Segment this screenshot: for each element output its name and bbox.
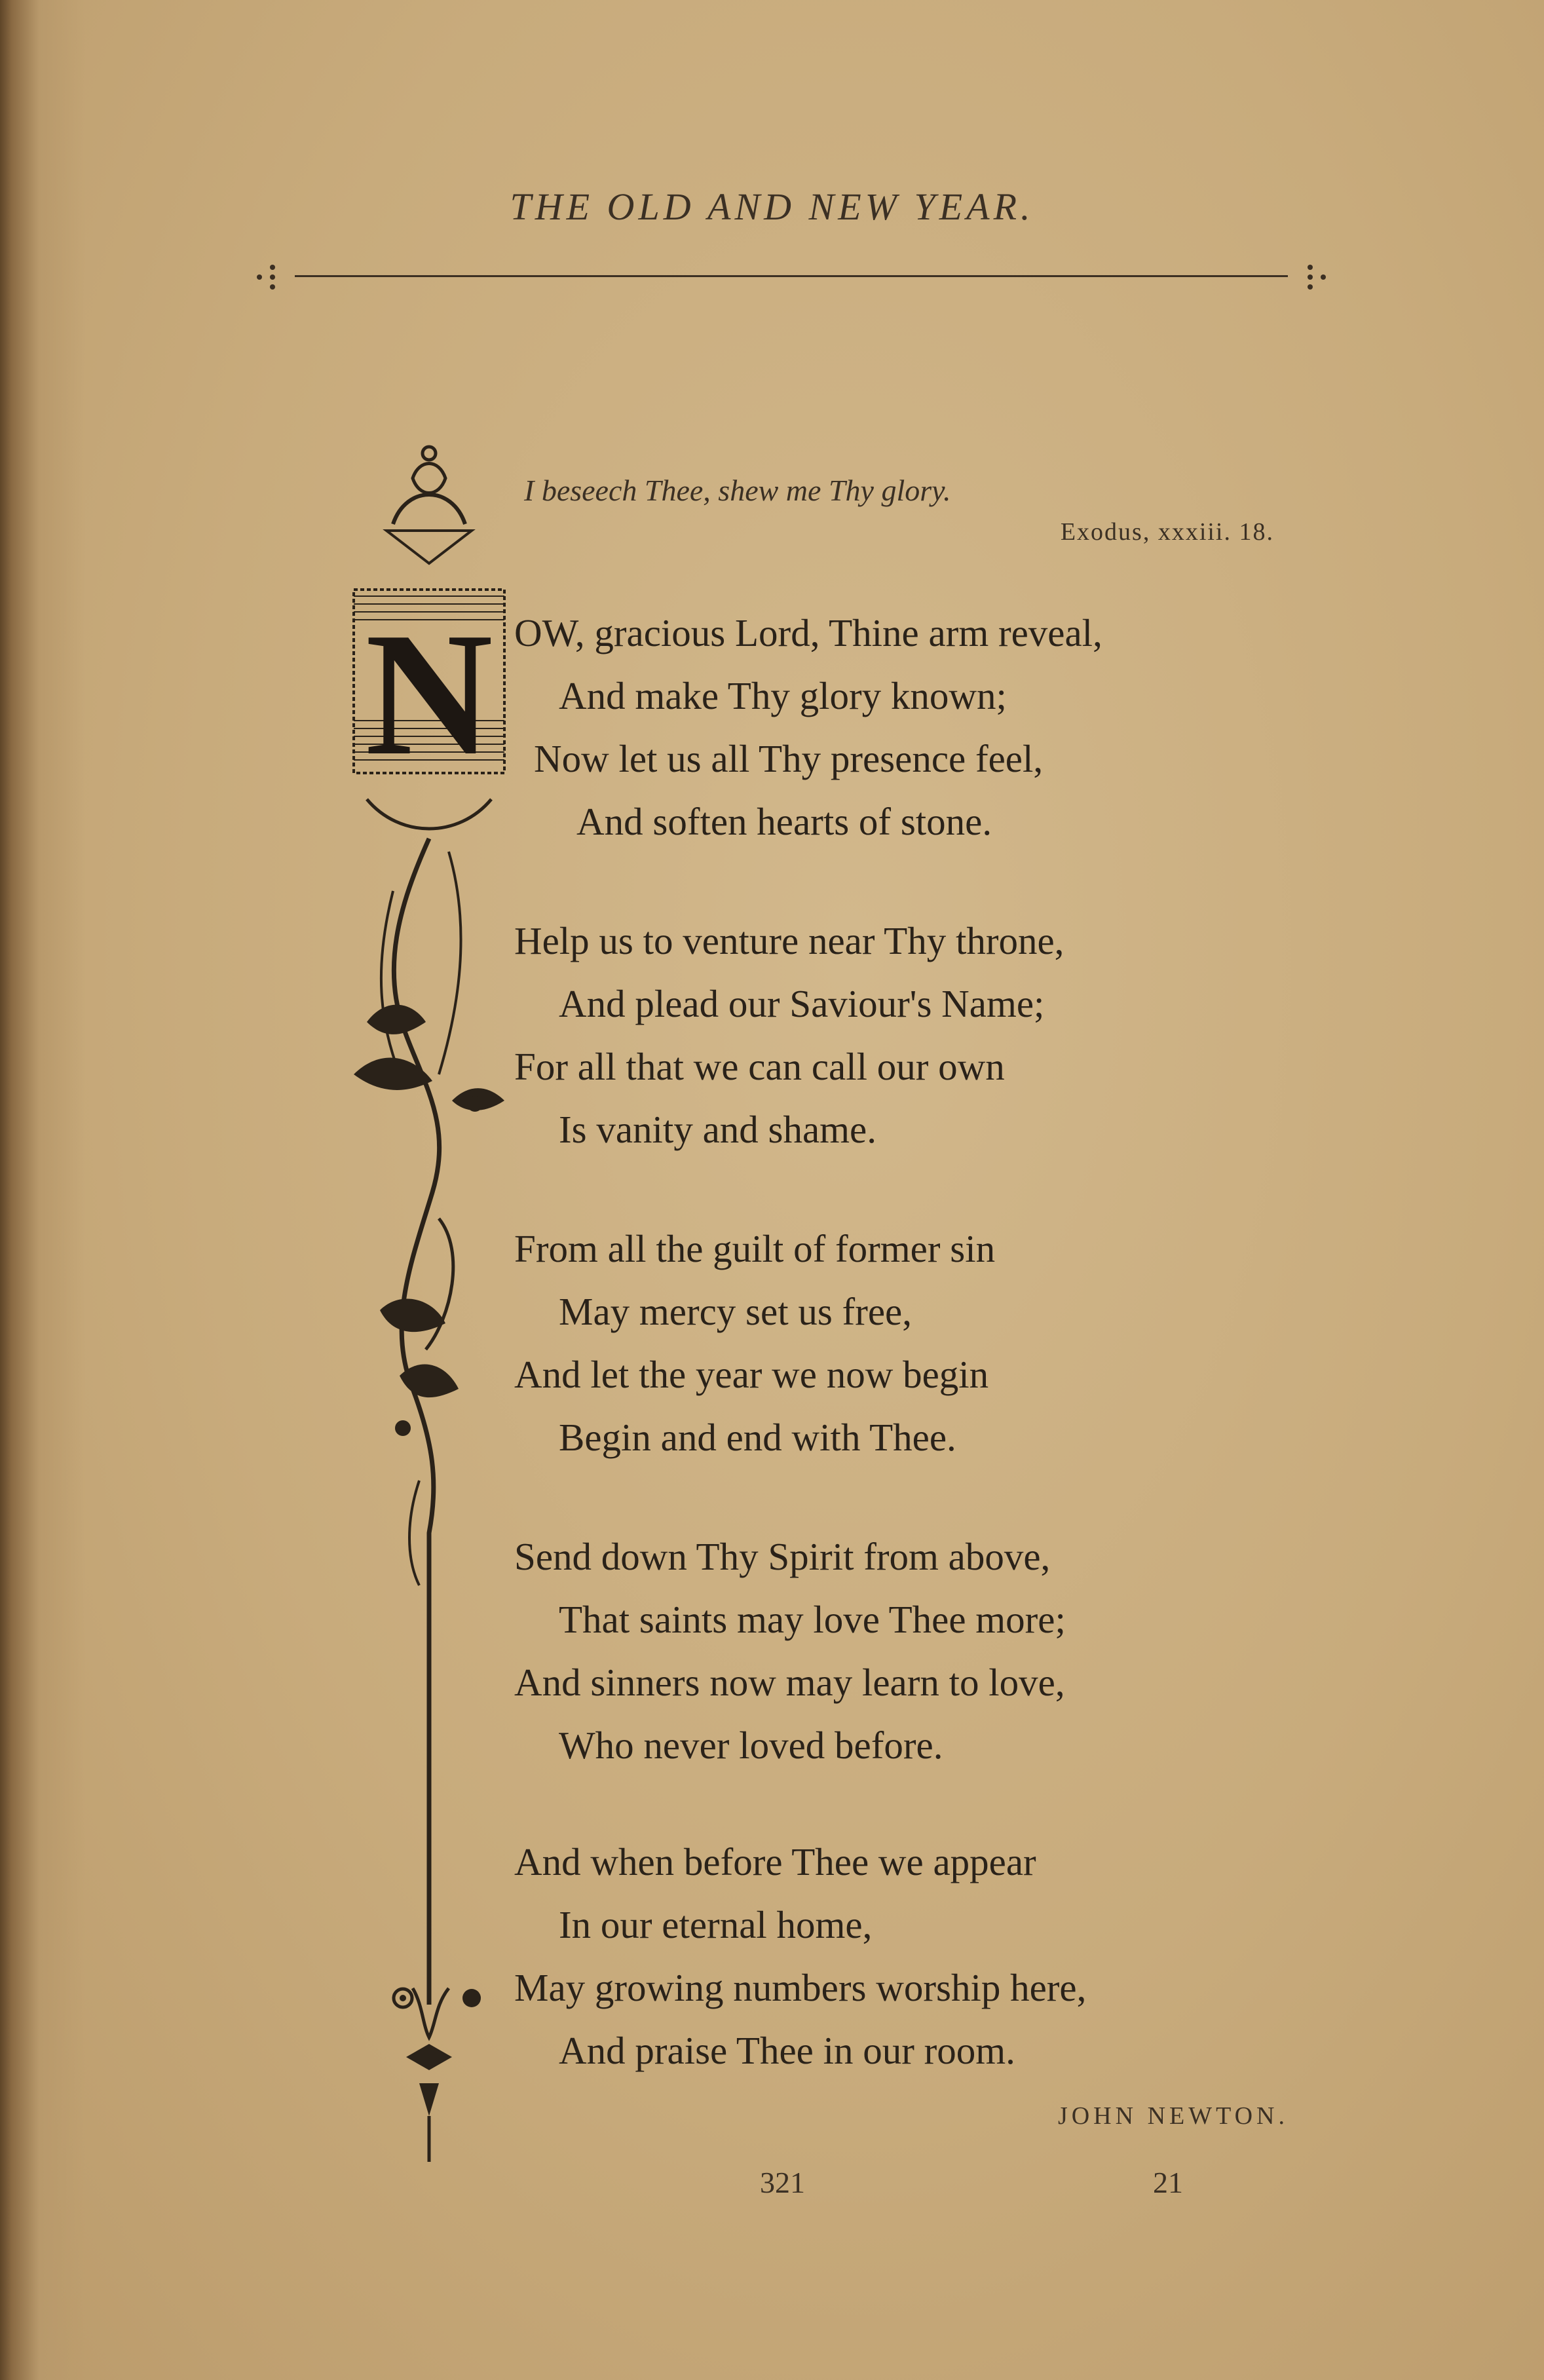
poem-line: For all that we can call our own <box>514 1045 1005 1088</box>
signature-mark: 21 <box>1153 2166 1183 2199</box>
poem-line: Begin and end with Thee. <box>559 1416 956 1459</box>
poem-line: May mercy set us free, <box>559 1290 912 1333</box>
poem-line: That saints may love Thee more; <box>559 1598 1066 1641</box>
poem-line: Who never loved before. <box>559 1724 943 1767</box>
running-head: THE OLD AND NEW YEAR. <box>510 185 1034 228</box>
poem-line: OW, gracious Lord, Thine arm reveal, <box>514 611 1102 654</box>
poem-line: And let the year we now begin <box>514 1353 989 1396</box>
poem-line: And sinners now may learn to love, <box>514 1661 1065 1704</box>
rule-ornament-left <box>254 261 280 293</box>
poem-line: And praise Thee in our room. <box>559 2029 1015 2072</box>
rule-ornament-right <box>1302 261 1328 293</box>
author-attribution: JOHN NEWTON. <box>1057 2102 1289 2130</box>
poem-line: And make Thy glory known; <box>559 674 1007 717</box>
poem-line: Is vanity and shame. <box>559 1108 876 1151</box>
poem-line: Now let us all Thy presence feel, <box>534 737 1044 780</box>
header-rule <box>254 261 1328 293</box>
poem-line: Send down Thy Spirit from above, <box>514 1535 1051 1578</box>
poem-line: Help us to venture near Thy throne, <box>514 919 1064 962</box>
poem-line: From all the guilt of former sin <box>514 1227 996 1270</box>
page-number: 321 <box>760 2166 805 2199</box>
poem-line: May growing numbers worship here, <box>514 1966 1087 2009</box>
poem-line: And when before Thee we appear <box>514 1840 1036 1883</box>
poem-line: In our eternal home, <box>559 1903 873 1946</box>
poem-line: And soften hearts of stone. <box>576 800 992 843</box>
drop-cap-letter: N <box>365 596 493 792</box>
epigraph: I beseech Thee, shew me Thy glory. <box>524 474 951 507</box>
epigraph-reference: Exodus, xxxiii. 18. <box>1060 518 1274 546</box>
poem-line: And plead our Saviour's Name; <box>559 982 1045 1025</box>
drop-cap-ornament <box>341 432 518 2175</box>
rule-line <box>295 275 1288 277</box>
